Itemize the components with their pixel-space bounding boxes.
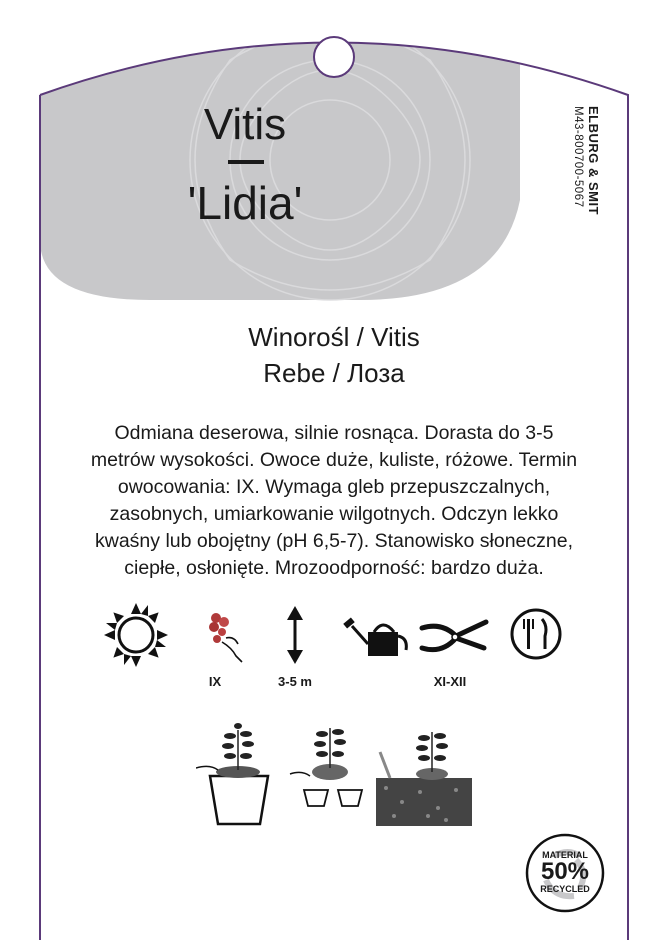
brand-name: ELBURG & SMIT	[586, 106, 601, 216]
height-icon	[287, 606, 303, 664]
title-dash	[228, 160, 264, 164]
hang-hole	[314, 37, 354, 77]
common-name-de-ru: Rebe / Лоза	[263, 358, 405, 388]
fruit-picking-icon	[209, 613, 242, 662]
plant-in-ground-icon	[376, 732, 472, 826]
watering-can-icon	[343, 617, 406, 656]
pruning-shears-icon	[422, 622, 486, 650]
remove-pot-icon	[290, 728, 362, 806]
description-line: ciepłe, osłonięte. Mrozoodporność: bardzo duża.	[124, 557, 544, 579]
cultivar-title: 'Lidia'	[187, 177, 303, 229]
common-name-pl: Winorośl / Vitis	[248, 322, 420, 352]
description-line: zasobnych, umiarkowanie wilgotnych. Odczyn lekko	[109, 503, 559, 525]
icon-row	[100, 600, 580, 672]
product-code: M43-800700-5067	[572, 106, 584, 208]
pruning-months-label: XI-XII	[433, 674, 467, 689]
recycle-line3: RECYCLED	[540, 884, 590, 894]
height-label: 3-5 m	[278, 674, 312, 689]
description	[72, 420, 596, 582]
planting-instructions	[196, 712, 486, 830]
description-line: metrów wysokości. Owoce duże, kuliste, różowe. Termin	[90, 449, 578, 471]
genus-title: Vitis	[203, 100, 287, 149]
potted-plant-icon	[196, 723, 268, 824]
sun-icon	[104, 603, 168, 667]
harvest-month-label: IX	[208, 674, 222, 689]
edible-icon	[512, 610, 560, 658]
description-line: kwaśny lub obojętny (pH 6,5-7). Stanowisko słoneczne,	[95, 530, 573, 552]
recycle-line1: MATERIAL	[542, 850, 588, 860]
description-line: Odmiana deserowa, silnie rosnąca. Dorasta do 3-5	[114, 422, 554, 444]
recycle-percent: 50%	[540, 858, 590, 885]
description-line: owocowania: IX. Wymaga gleb przepuszczalnych,	[117, 476, 551, 498]
decorative-pattern	[40, 40, 520, 300]
